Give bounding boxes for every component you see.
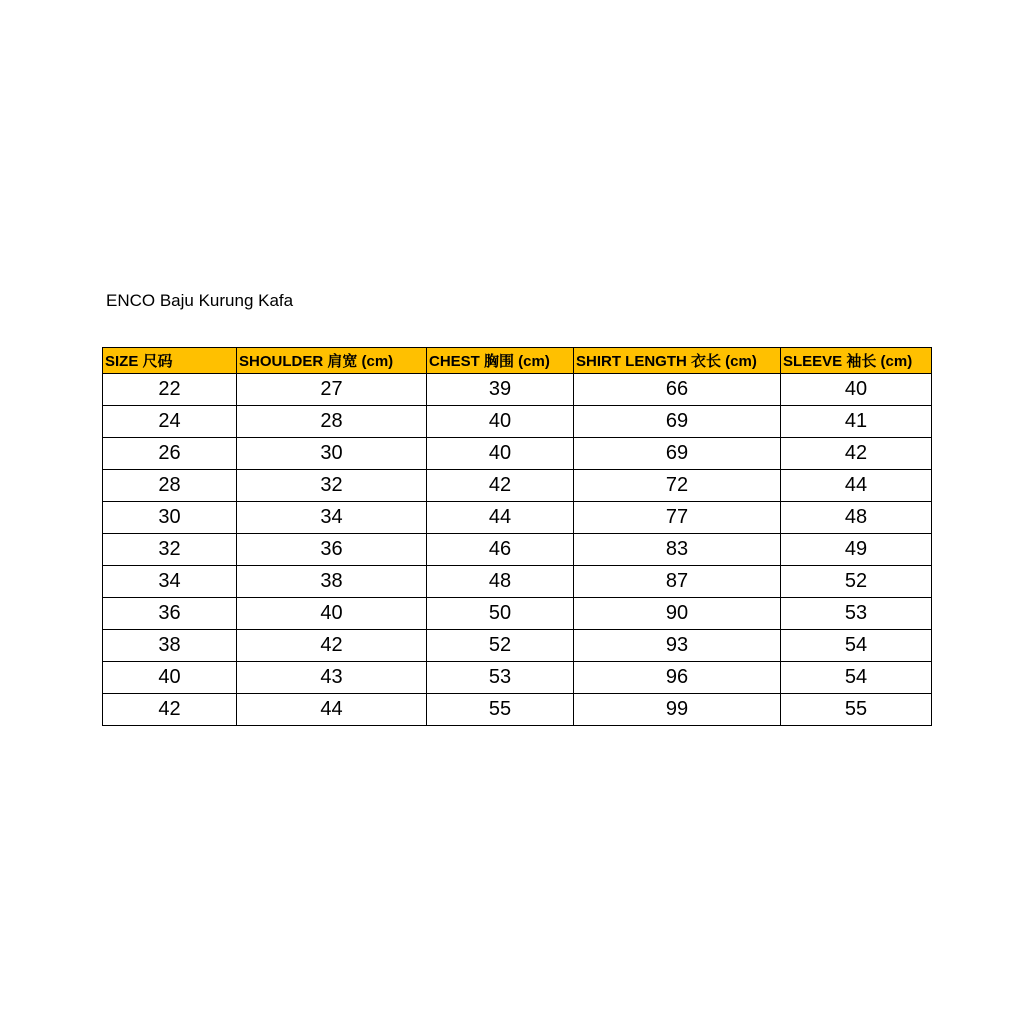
shirt-length-cell: 77 <box>574 502 781 534</box>
shirt-length-cell: 69 <box>574 438 781 470</box>
shirt-length-cell: 87 <box>574 566 781 598</box>
sleeve-cell: 54 <box>781 662 932 694</box>
chest-cell: 40 <box>427 406 574 438</box>
header-chest: CHEST 胸围 (cm) <box>427 348 574 374</box>
size-cell: 34 <box>103 566 237 598</box>
shoulder-cell: 43 <box>237 662 427 694</box>
size-cell: 38 <box>103 630 237 662</box>
sleeve-cell: 55 <box>781 694 932 726</box>
table-row <box>103 502 932 534</box>
size-cell: 26 <box>103 438 237 470</box>
shirt-length-cell: 93 <box>574 630 781 662</box>
shoulder-cell: 28 <box>237 406 427 438</box>
sleeve-cell: 42 <box>781 438 932 470</box>
table-row <box>103 566 932 598</box>
shirt-length-cell: 96 <box>574 662 781 694</box>
shoulder-cell: 27 <box>237 374 427 406</box>
shoulder-cell: 38 <box>237 566 427 598</box>
chest-cell: 40 <box>427 438 574 470</box>
header-sleeve: SLEEVE 袖长 (cm) <box>781 348 932 374</box>
shirt-length-cell: 69 <box>574 406 781 438</box>
table-row <box>103 694 932 726</box>
sleeve-cell: 53 <box>781 598 932 630</box>
shoulder-cell: 32 <box>237 470 427 502</box>
size-cell: 24 <box>103 406 237 438</box>
chest-cell: 55 <box>427 694 574 726</box>
table-row <box>103 662 932 694</box>
chest-cell: 50 <box>427 598 574 630</box>
header-shoulder: SHOULDER 肩宽 (cm) <box>237 348 427 374</box>
sleeve-cell: 48 <box>781 502 932 534</box>
chest-cell: 44 <box>427 502 574 534</box>
table-row <box>103 534 932 566</box>
chest-cell: 52 <box>427 630 574 662</box>
shoulder-cell: 30 <box>237 438 427 470</box>
table-row <box>103 630 932 662</box>
size-cell: 36 <box>103 598 237 630</box>
sleeve-cell: 52 <box>781 566 932 598</box>
chest-cell: 53 <box>427 662 574 694</box>
table-row <box>103 374 932 406</box>
shirt-length-cell: 90 <box>574 598 781 630</box>
chest-cell: 42 <box>427 470 574 502</box>
shirt-length-cell: 99 <box>574 694 781 726</box>
shoulder-cell: 34 <box>237 502 427 534</box>
table-row <box>103 470 932 502</box>
size-cell: 28 <box>103 470 237 502</box>
shirt-length-cell: 72 <box>574 470 781 502</box>
document-title: ENCO Baju Kurung Kafa <box>106 291 294 310</box>
size-cell: 40 <box>103 662 237 694</box>
table-row <box>103 406 932 438</box>
header-shirt-length: SHIRT LENGTH 衣长 (cm) <box>574 348 781 374</box>
shoulder-cell: 44 <box>237 694 427 726</box>
sleeve-cell: 44 <box>781 470 932 502</box>
header-size: SIZE 尺码 <box>103 348 237 374</box>
shoulder-cell: 36 <box>237 534 427 566</box>
size-cell: 32 <box>103 534 237 566</box>
shoulder-cell: 42 <box>237 630 427 662</box>
table-header-row <box>103 348 932 374</box>
chest-cell: 46 <box>427 534 574 566</box>
table-row <box>103 598 932 630</box>
chest-cell: 48 <box>427 566 574 598</box>
shirt-length-cell: 83 <box>574 534 781 566</box>
size-cell: 22 <box>103 374 237 406</box>
size-chart-table <box>102 347 932 726</box>
sleeve-cell: 41 <box>781 406 932 438</box>
size-cell: 30 <box>103 502 237 534</box>
sleeve-cell: 40 <box>781 374 932 406</box>
sleeve-cell: 54 <box>781 630 932 662</box>
table-row <box>103 438 932 470</box>
size-cell: 42 <box>103 694 237 726</box>
chest-cell: 39 <box>427 374 574 406</box>
shoulder-cell: 40 <box>237 598 427 630</box>
table-body <box>103 374 932 726</box>
shirt-length-cell: 66 <box>574 374 781 406</box>
sleeve-cell: 49 <box>781 534 932 566</box>
